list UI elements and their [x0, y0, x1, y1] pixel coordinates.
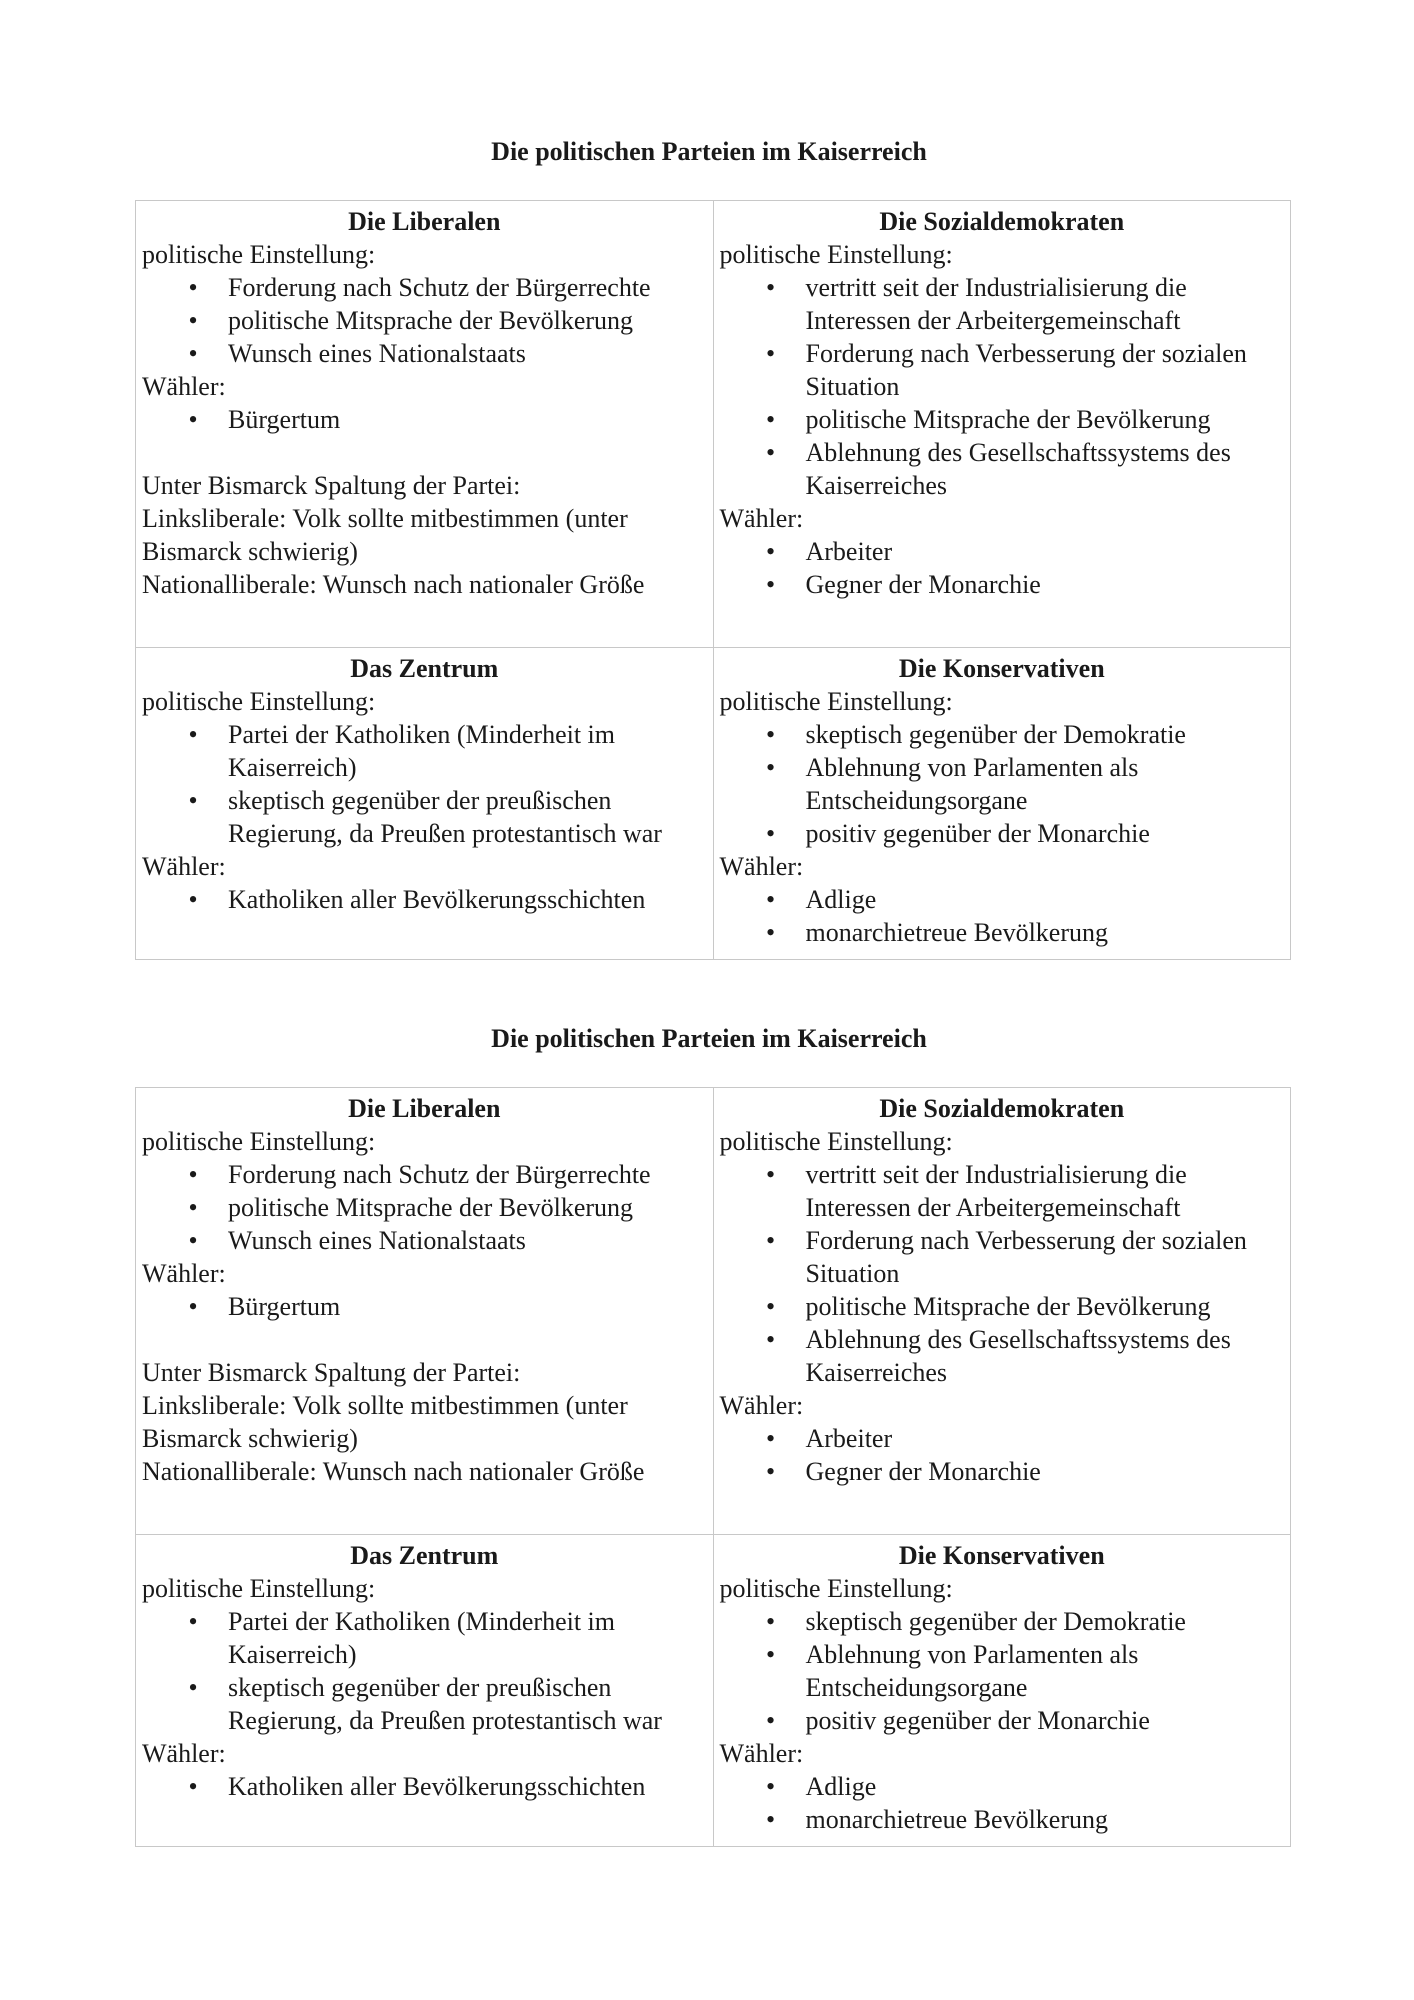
- list-item: • monarchietreue Bevölkerung: [720, 916, 1285, 949]
- einstellung-list: [142, 1605, 707, 1737]
- list-item: • Ablehnung des Gesellschaftssystems des Kaiserreiches: [720, 1323, 1285, 1389]
- bullet-icon: •: [765, 1424, 776, 1453]
- note-line: Unter Bismarck Spaltung der Partei:: [142, 1358, 521, 1387]
- einstellung-list: [720, 271, 1285, 502]
- bullet-icon: •: [188, 1193, 198, 1222]
- bullet-icon: •: [765, 1607, 776, 1636]
- cell-konservative: [713, 1535, 1291, 1847]
- list-item: • Arbeiter: [720, 1422, 1285, 1455]
- bullet-icon: •: [765, 1640, 776, 1669]
- bullet-icon: •: [188, 339, 198, 368]
- waehler-list: [720, 883, 1285, 949]
- cell-sozialdemokraten: [713, 1088, 1291, 1535]
- party-name: Die Konservativen: [898, 1541, 1105, 1570]
- einstellung-list: [720, 1158, 1285, 1389]
- bullet-icon: •: [188, 1607, 198, 1636]
- einstellung-list: [142, 1158, 707, 1257]
- einstellung-list: [142, 271, 707, 370]
- note-line: Linksliberale: Volk sollte mitbestimmen (unter Bismarck schwierig): [142, 504, 628, 566]
- bullet-icon: •: [188, 1292, 198, 1321]
- list-item: • Bürgertum: [142, 1290, 707, 1323]
- einstellung-list: [142, 718, 707, 850]
- party-name: Das Zentrum: [350, 1541, 499, 1570]
- einstellung-label: politische Einstellung:: [142, 1574, 376, 1603]
- cell-liberale: [136, 201, 714, 648]
- cell-konservative: [713, 648, 1291, 960]
- waehler-label: Wähler:: [719, 1739, 804, 1768]
- waehler-list: [142, 1290, 707, 1323]
- list-item: • politische Mitsprache der Bevölkerung: [720, 1290, 1285, 1323]
- list-item: • Partei der Katholiken (Minderheit im Kaiserreich): [142, 718, 707, 784]
- party-name: Die Sozialdemokraten: [879, 207, 1125, 236]
- list-item: • skeptisch gegenüber der Demokratie: [720, 718, 1285, 751]
- einstellung-list: [720, 1605, 1285, 1737]
- einstellung-list: [720, 718, 1285, 850]
- bullet-icon: •: [765, 1706, 776, 1735]
- note-line: Linksliberale: Volk sollte mitbestimmen (unter Bismarck schwierig): [142, 1391, 628, 1453]
- list-item: • skeptisch gegenüber der preußischen Regierung, da Preußen protestantisch war: [142, 784, 707, 850]
- list-item: • Ablehnung von Parlamenten als Entscheidungsorgane: [720, 1638, 1285, 1704]
- bullet-icon: •: [765, 1226, 776, 1255]
- waehler-list: [720, 1422, 1285, 1488]
- bullet-icon: •: [765, 753, 776, 782]
- einstellung-label: politische Einstellung:: [719, 240, 953, 269]
- list-item: • monarchietreue Bevölkerung: [720, 1803, 1285, 1836]
- list-item: • politische Mitsprache der Bevölkerung: [142, 304, 707, 337]
- spacer: [142, 436, 707, 469]
- list-item: • Bürgertum: [142, 403, 707, 436]
- list-item: • Forderung nach Schutz der Bürgerrechte: [142, 1158, 707, 1191]
- bullet-icon: •: [188, 1160, 198, 1189]
- cell-sozialdemokraten: [713, 201, 1291, 648]
- list-item: • skeptisch gegenüber der preußischen Regierung, da Preußen protestantisch war: [142, 1671, 707, 1737]
- list-item: • Ablehnung von Parlamenten als Entscheidungsorgane: [720, 751, 1285, 817]
- list-item: • Arbeiter: [720, 535, 1285, 568]
- list-item: • Katholiken aller Bevölkerungsschichten: [142, 883, 707, 916]
- bullet-icon: •: [765, 1805, 776, 1834]
- list-item: • politische Mitsprache der Bevölkerung: [720, 403, 1285, 436]
- cell-zentrum: [136, 648, 714, 960]
- party-table: [135, 1087, 1291, 1847]
- waehler-list: [142, 1770, 707, 1803]
- einstellung-label: politische Einstellung:: [719, 1127, 953, 1156]
- list-item: • vertritt seit der Industrialisierung die Interessen der Arbeitergemeinschaft: [720, 1158, 1285, 1224]
- bullet-icon: •: [188, 1673, 198, 1702]
- spacer: [142, 1323, 707, 1356]
- bullet-icon: •: [765, 1160, 776, 1189]
- waehler-label: Wähler:: [142, 372, 226, 401]
- einstellung-label: politische Einstellung:: [142, 687, 376, 716]
- bullet-icon: •: [765, 537, 776, 566]
- party-table: [135, 200, 1291, 960]
- bullet-icon: •: [765, 1772, 776, 1801]
- list-item: • Ablehnung des Gesellschaftssystems des Kaiserreiches: [720, 436, 1285, 502]
- waehler-list: [142, 883, 707, 916]
- bullet-icon: •: [765, 885, 776, 914]
- einstellung-label: politische Einstellung:: [142, 1127, 376, 1156]
- einstellung-label: politische Einstellung:: [719, 687, 953, 716]
- list-item: • Forderung nach Schutz der Bürgerrechte: [142, 271, 707, 304]
- waehler-label: Wähler:: [142, 852, 226, 881]
- waehler-label: Wähler:: [142, 1739, 226, 1768]
- bullet-icon: •: [188, 786, 198, 815]
- document-section-1: [0, 132, 1414, 947]
- bullet-icon: •: [765, 570, 776, 599]
- note-line: Unter Bismarck Spaltung der Partei:: [142, 471, 521, 500]
- document-section-2: [0, 1019, 1414, 1834]
- list-item: • Wunsch eines Nationalstaats: [142, 1224, 707, 1257]
- page-title: Die politischen Parteien im Kaiserreich: [491, 137, 927, 166]
- list-item: • Wunsch eines Nationalstaats: [142, 337, 707, 370]
- cell-zentrum: [136, 1535, 714, 1847]
- party-name: Die Konservativen: [898, 654, 1105, 683]
- bullet-icon: •: [765, 1325, 776, 1354]
- waehler-label: Wähler:: [719, 1391, 804, 1420]
- bullet-icon: •: [765, 918, 776, 947]
- bullet-icon: •: [765, 438, 776, 467]
- party-name: Die Sozialdemokraten: [879, 1094, 1125, 1123]
- party-name: Die Liberalen: [348, 1094, 501, 1123]
- note-line: Nationalliberale: Wunsch nach nationaler Größe: [142, 570, 645, 599]
- list-item: • Forderung nach Verbesserung der sozialen Situation: [720, 1224, 1285, 1290]
- party-name: Das Zentrum: [350, 654, 499, 683]
- list-item: • Gegner der Monarchie: [720, 568, 1285, 601]
- waehler-label: Wähler:: [719, 504, 804, 533]
- list-item: • vertritt seit der Industrialisierung die Interessen der Arbeitergemeinschaft: [720, 271, 1285, 337]
- waehler-label: Wähler:: [142, 1259, 226, 1288]
- waehler-list: [720, 1770, 1285, 1836]
- bullet-icon: •: [188, 720, 198, 749]
- bullet-icon: •: [765, 339, 776, 368]
- party-name: Die Liberalen: [348, 207, 501, 236]
- list-item: • Forderung nach Verbesserung der sozialen Situation: [720, 337, 1285, 403]
- list-item: • positiv gegenüber der Monarchie: [720, 817, 1285, 850]
- waehler-list: [720, 535, 1285, 601]
- cell-liberale: [136, 1088, 714, 1535]
- einstellung-label: politische Einstellung:: [142, 240, 376, 269]
- bullet-icon: •: [765, 1292, 776, 1321]
- list-item: • Adlige: [720, 883, 1285, 916]
- list-item: • Adlige: [720, 1770, 1285, 1803]
- bullet-icon: •: [765, 1457, 776, 1486]
- page-title: Die politischen Parteien im Kaiserreich: [491, 1024, 927, 1053]
- bullet-icon: •: [765, 405, 776, 434]
- waehler-label: Wähler:: [719, 852, 804, 881]
- bullet-icon: •: [188, 885, 198, 914]
- bullet-icon: •: [765, 720, 776, 749]
- bullet-icon: •: [188, 1772, 198, 1801]
- bullet-icon: •: [188, 273, 198, 302]
- bullet-icon: •: [188, 405, 198, 434]
- einstellung-label: politische Einstellung:: [719, 1574, 953, 1603]
- list-item: • politische Mitsprache der Bevölkerung: [142, 1191, 707, 1224]
- list-item: • Gegner der Monarchie: [720, 1455, 1285, 1488]
- bullet-icon: •: [188, 306, 198, 335]
- bullet-icon: •: [188, 1226, 198, 1255]
- bullet-icon: •: [765, 819, 776, 848]
- list-item: • positiv gegenüber der Monarchie: [720, 1704, 1285, 1737]
- waehler-list: [142, 403, 707, 436]
- note-line: Nationalliberale: Wunsch nach nationaler Größe: [142, 1457, 645, 1486]
- bullet-icon: •: [765, 273, 776, 302]
- list-item: • Katholiken aller Bevölkerungsschichten: [142, 1770, 707, 1803]
- list-item: • skeptisch gegenüber der Demokratie: [720, 1605, 1285, 1638]
- list-item: • Partei der Katholiken (Minderheit im Kaiserreich): [142, 1605, 707, 1671]
